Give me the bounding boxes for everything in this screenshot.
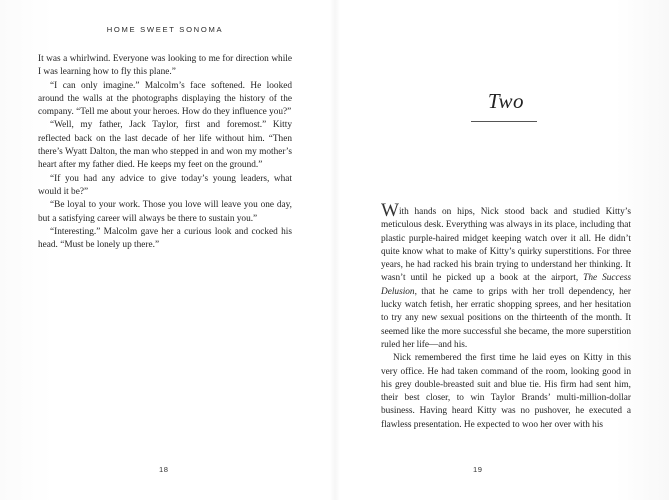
chapter-title: Two	[487, 89, 525, 113]
paragraph: “Well, my father, Jack Taylor, first and foremost.” Kitty reflected back on the last decade of her life without him. “Then there’s Wyatt Dalton, the man who stepped in and won my mother’s heart after my father died. He keeps my feet on the ground.”	[38, 120, 292, 171]
page-number: 19	[473, 465, 483, 474]
paragraph: It was a whirlwind. Everyone was looking to me for direction while I was learning how to fly this plane.”	[38, 54, 292, 78]
running-head: HOME SWEET SONOMA	[106, 25, 224, 34]
left-body-text	[38, 53, 292, 252]
opening-paragraph	[381, 200, 632, 352]
paragraph: Nick remembered the first time he laid eyes on Kitty in this very office. He had taken command of the room, looking good in his grey double-breasted suit and blue tie. His firm had sent him, their best closer, to win Taylor Brands’ multi-million-dollar business. Having heard Kitty was no pushover, he executed a flawless presentation. He expected to woo her over with his	[381, 353, 631, 430]
drop-cap: W	[381, 200, 399, 221]
right-page	[334, 0, 669, 500]
book-title: The Success Delusion	[381, 273, 632, 297]
paragraph: “I can only imagine.” Malcolm’s face softened. He looked around the walls at the photographs displaying the history of the company. “Tell me about your heroes. How do they influence you?”	[38, 80, 292, 118]
left-page	[0, 0, 334, 500]
paragraph-text: , that he came to grips with her troll dependency, her lucky watch fetish, her erratic shopping sprees, and her hesitation to try any new sexual positions on the thirteenth of the month. It seemed like the more successful she became, the more superstition ruled her life—and his.	[381, 286, 631, 350]
paragraph: “If you had any advice to give today’s young leaders, what would it be?”	[38, 173, 292, 197]
right-body-text	[381, 200, 632, 432]
paragraph-text: ith hands on hips, Nick stood back and studied Kitty’s meticulous desk. Everything was always in its place, including that plastic purple-haired midget keeping watch over it all. He didn’t quite know what to make of Kitty’s quirky superstitions. For three years, he had racked his brain trying to understand her thinking. It wasn’t until he picked up a book at the airport,	[381, 207, 631, 284]
paragraph: “Interesting.” Malcolm gave her a curious look and cocked his head. “Must be lonely up there.”	[38, 226, 292, 251]
page-number: 18	[159, 465, 169, 474]
paragraph: “Be loyal to your work. Those you love will leave you one day, but a satisfying career will always be there to sustain you.”	[38, 200, 292, 224]
chapter-divider	[471, 121, 537, 122]
